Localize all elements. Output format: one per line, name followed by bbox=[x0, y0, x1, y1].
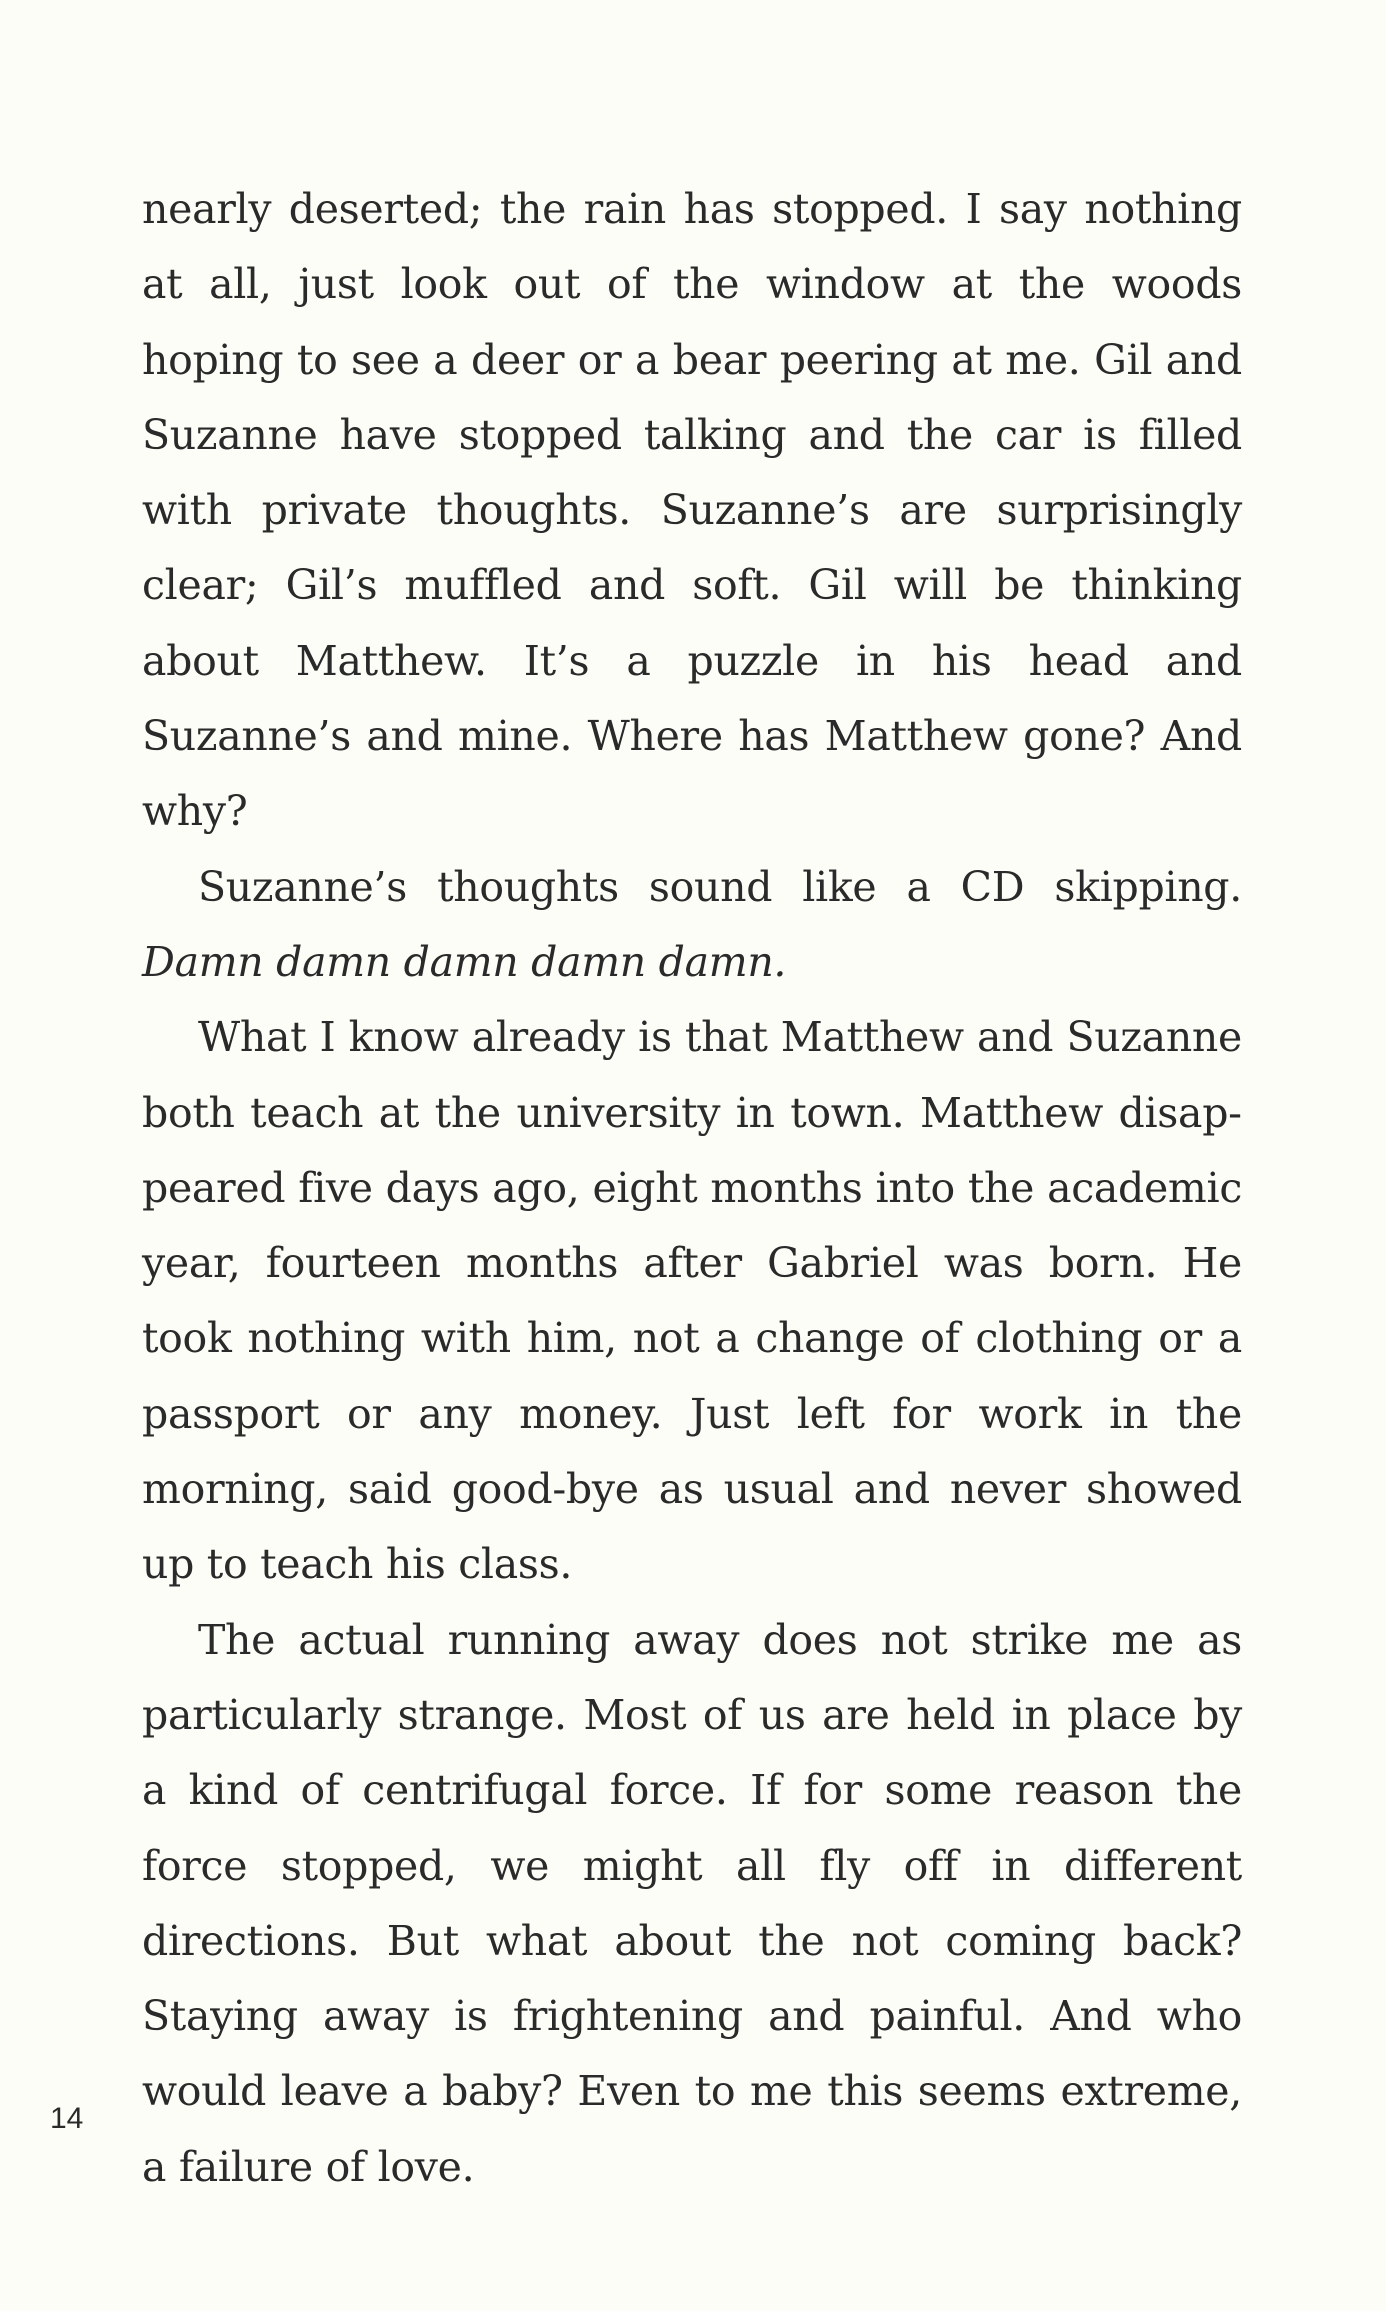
page-number: 14 bbox=[50, 2102, 84, 2135]
paragraph-continued bbox=[142, 172, 1242, 850]
italic-thought: Damn damn damn damn damn. bbox=[142, 937, 787, 986]
paragraph bbox=[142, 850, 1242, 1001]
paragraph-text: The actual running away does not strike me as particularly strange. Most of us are held in place by a kind of centrifugal force. If for some reason the force stopped, we might all fly off in different directions. But what about the not coming back? Staying away is frightening and painful. And who would leave a baby? Even to me this seems extreme, a failure of love. bbox=[142, 1615, 1242, 2191]
paragraph bbox=[142, 1000, 1242, 1602]
body-text bbox=[142, 172, 1242, 2205]
paragraph-text: What I know already is that Matthew and Suzanne both teach at the university in town. Matthew disappeared five days ago, eight months into the academic year, fourteen months after Gabriel was born. He took nothing with him, not a change of clothing or a passport or any money. Just left for work in the morning, said good-bye as usual and never showed up to teach his class. bbox=[142, 1013, 1242, 1589]
paragraph bbox=[142, 1603, 1242, 2205]
paragraph-text: Suzanne’s thoughts sound like a CD skipping. bbox=[198, 862, 1242, 911]
paragraph-text: nearly deserted; the rain has stopped. I say nothing at all, just look out of the window at the woods hoping to see a deer or a bear peering at me. Gil and Suzanne have stopped talking and the car is filled with private thoughts. Suzanne’s are surprisingly clear; Gil’s muffled and soft. Gil will be thinking about Matthew. It’s a puzzle in his head and Suzanne’s and mine. Where has Matthew gone? And why? bbox=[142, 185, 1242, 836]
